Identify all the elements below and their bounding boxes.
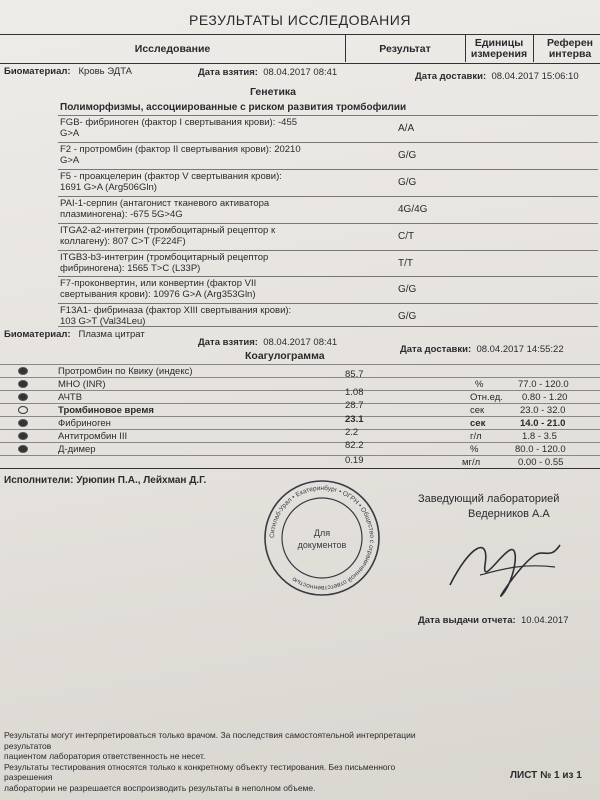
col-ref-header: Референ интерва xyxy=(546,37,594,60)
table-row xyxy=(58,142,598,169)
test-units: Отн.ед. xyxy=(470,392,503,403)
test-units: мг/л xyxy=(462,457,481,468)
test-units: г/л xyxy=(470,431,482,442)
svg-text:документов: документов xyxy=(297,540,347,550)
test-ref: 0.00 - 0.55 xyxy=(518,457,564,468)
table-row xyxy=(0,364,600,378)
genetics-section-title: Генетика xyxy=(250,86,296,98)
table-row xyxy=(58,303,598,327)
svg-text:Для: Для xyxy=(313,528,331,538)
test-result: G/G xyxy=(398,311,417,322)
test-ref: 14.0 - 21.0 xyxy=(520,418,566,429)
date-delivered-1: Дата доставки: 08.04.2017 15:06:10 xyxy=(415,71,579,82)
stamp-seal-icon xyxy=(262,478,382,598)
test-name: Д-димер xyxy=(58,444,96,455)
test-name: Антитромбин III xyxy=(58,431,128,442)
test-result: T/T xyxy=(398,258,413,269)
issue-date: Дата выдачи отчета: 10.04.2017 xyxy=(418,615,569,626)
biomaterial-2: Биоматериал: Плазма цитрат xyxy=(4,329,145,340)
test-ref: 1.8 - 3.5 xyxy=(522,431,557,442)
test-result: 28.7 xyxy=(345,400,364,411)
test-name: PAI-1-серпин (антагонист тканевого активатора плазминогена): -675 5G>4G xyxy=(60,198,270,220)
status-dot-icon xyxy=(18,432,28,440)
test-name: F5 - проакцелерин (фактор V свертывания крови): 1691 G>A (Arg506Gln) xyxy=(60,171,282,193)
test-ref: 80.0 - 120.0 xyxy=(515,444,566,455)
status-dot-icon xyxy=(18,393,28,401)
test-result: 0.19 xyxy=(345,455,364,466)
test-name: Протромбин по Квику (индекс) xyxy=(58,366,193,377)
test-name: F2 - протромбин (фактор II свертывания крови): 20210 G>A xyxy=(60,144,301,166)
test-ref: 23.0 - 32.0 xyxy=(520,405,566,416)
divider xyxy=(345,34,346,62)
table-row xyxy=(58,169,598,196)
head-title: Заведующий лабораторией xyxy=(418,493,560,505)
head-name: Ведерников А.А xyxy=(468,508,550,520)
test-result: 4G/4G xyxy=(398,204,428,215)
status-dot-icon xyxy=(18,419,28,427)
test-name: FGB- фибриноген (фактор I свертывания крови): -455 G>A xyxy=(60,117,298,139)
table-row xyxy=(58,223,598,250)
test-result: A/A xyxy=(398,123,415,134)
sheet-number: ЛИСТ № 1 из 1 xyxy=(510,770,582,781)
test-name: МНО (INR) xyxy=(58,379,106,390)
divider xyxy=(465,34,466,62)
test-ref: 77.0 - 120.0 xyxy=(518,379,569,390)
col-units-header: Единицы измерения xyxy=(470,37,528,60)
test-result: C/T xyxy=(398,231,415,242)
table-row xyxy=(0,455,600,469)
test-result: 2.2 xyxy=(345,427,359,438)
genetics-subtitle: Полиморфизмы, ассоциированные с риском развития тромбофилии xyxy=(60,102,407,113)
date-taken-2: Дата взятия: 08.04.2017 08:41 xyxy=(198,337,338,348)
svg-text:Ситилаб-Урал • Екатеринбург •: Ситилаб-Урал • Екатеринбург • ОГРН • Общество с ограниченной ответственностью xyxy=(268,484,376,592)
test-result: 85.7 xyxy=(345,369,364,380)
table-row xyxy=(0,416,600,430)
status-dot-icon xyxy=(18,367,28,375)
status-dot-icon xyxy=(18,380,28,388)
test-units: % xyxy=(475,379,484,390)
table-row xyxy=(58,276,598,303)
divider xyxy=(533,34,534,62)
col-result-header: Результат xyxy=(379,42,431,55)
status-warning-icon xyxy=(18,406,28,414)
report-title: РЕЗУЛЬТАТЫ ИССЛЕДОВАНИЯ xyxy=(189,12,411,28)
table-row xyxy=(0,400,600,417)
test-name: F13A1- фибриназа (фактор XIII свертывания крови): 103 G>T (Val34Leu) xyxy=(60,305,292,327)
signature-icon xyxy=(440,525,570,605)
table-row xyxy=(58,250,598,277)
status-dot-icon xyxy=(18,445,28,453)
test-result: 1.08 xyxy=(345,387,364,398)
test-units: сек xyxy=(470,418,486,429)
test-units: сек xyxy=(470,405,485,416)
test-units: % xyxy=(470,444,479,455)
test-name: ITGA2-a2-интегрин (тромбоцитарный рецептор к коллагену): 807 C>T (F224F) xyxy=(60,225,276,247)
table-row xyxy=(0,429,600,443)
coag-section-title: Коагулограмма xyxy=(245,350,325,362)
performers: Исполнители: Урюпин П.А., Лейхман Д.Г. xyxy=(4,475,207,486)
test-name: F7-проконвертин, или конвертин (фактор VII свертывания крови): 10976 G>A (Arg353Gln) xyxy=(60,278,257,300)
test-result: G/G xyxy=(398,284,417,295)
table-row xyxy=(58,115,598,142)
table-row xyxy=(58,196,598,223)
test-result: G/G xyxy=(398,150,417,161)
test-ref: 0.80 - 1.20 xyxy=(522,392,568,403)
biomaterial-1: Биоматериал: Кровь ЭДТА xyxy=(4,66,133,77)
footer-disclaimer: Результаты могут интерпретироваться только врачом. За последствия самостоятельной интерпретации результатов пациентом лаборатория ответственность не несет. Результаты тестирования относятся только к конкретному объекту тестирования. Без письменного разрешения лаборатории не разрешается воспроизводить результаты в неполном объеме. xyxy=(4,730,416,793)
table-row xyxy=(0,442,600,456)
test-name: ITGB3-b3-интегрин (тромбоцитарный рецептор фибриногена): 1565 T>C (L33P) xyxy=(60,252,269,274)
test-result: 23.1 xyxy=(345,414,364,425)
col-test-header: Исследование xyxy=(134,42,211,55)
date-delivered-2: Дата доставки: 08.04.2017 14:55:22 xyxy=(400,344,564,355)
date-taken-1: Дата взятия: 08.04.2017 08:41 xyxy=(198,67,338,78)
table-row xyxy=(0,387,600,404)
test-result: G/G xyxy=(398,177,417,188)
test-name: Тромбиновое время xyxy=(58,405,154,416)
table-header xyxy=(0,34,600,64)
test-name: АЧТВ xyxy=(58,392,83,403)
table-row xyxy=(0,377,600,391)
test-result: 82.2 xyxy=(345,440,364,451)
test-name: Фибриноген xyxy=(58,418,111,429)
